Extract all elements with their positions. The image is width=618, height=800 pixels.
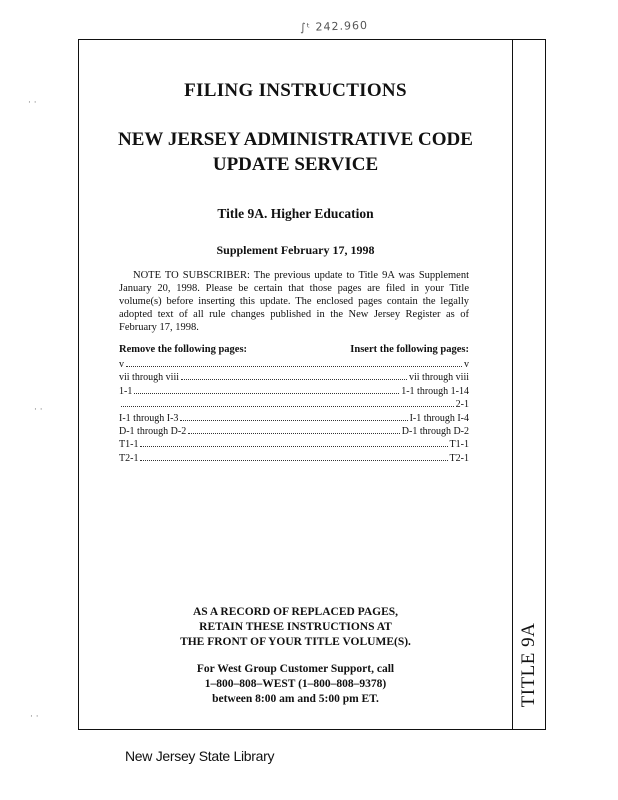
retain-notice-line: AS A RECORD OF REPLACED PAGES,	[192, 606, 399, 618]
title-tab	[514, 610, 544, 720]
leader-dots	[188, 425, 400, 434]
leader-dots	[180, 412, 407, 421]
code-title	[79, 127, 512, 177]
remove-pages: 1-1	[119, 385, 133, 397]
retain-notice	[79, 605, 512, 650]
insert-pages: T1-1	[449, 439, 469, 451]
retain-notice-line: RETAIN THESE INSTRUCTIONS AT	[199, 621, 392, 633]
insert-pages: 1-1 through 1-14	[401, 385, 469, 397]
page-row	[119, 385, 469, 398]
leader-dots	[140, 438, 447, 447]
leader-dots	[126, 358, 462, 367]
insert-pages: I-1 through I-4	[409, 412, 469, 424]
leader-dots	[121, 398, 454, 407]
page-row	[119, 425, 469, 438]
leader-dots	[140, 452, 447, 461]
margin-mark: · ·	[30, 712, 39, 722]
supplement-date: Supplement February 17, 1998	[216, 243, 375, 257]
remove-pages: vii through viii	[119, 372, 179, 384]
code-title-line: NEW JERSEY ADMINISTRATIVE CODE	[118, 129, 473, 150]
title-subject: Title 9A. Higher Education	[217, 206, 374, 221]
insert-pages: v	[464, 359, 469, 370]
insert-pages: D-1 through D-2	[401, 425, 469, 437]
page-row	[119, 371, 469, 384]
tab-divider	[512, 40, 513, 729]
insert-header: Insert the following pages:	[350, 344, 469, 355]
remove-pages: T1-1	[119, 439, 139, 451]
handwritten-annotation: ∫ᵗ 242.960	[299, 18, 369, 35]
leader-dots	[134, 385, 399, 394]
remove-header: Remove the following pages:	[119, 344, 248, 355]
remove-pages: T2-1	[119, 452, 139, 464]
page-row	[119, 452, 469, 465]
document-frame	[78, 39, 546, 730]
page-row	[119, 398, 469, 411]
support-hours: between 8:00 am and 5:00 pm ET.	[212, 693, 379, 705]
page-row	[119, 412, 469, 425]
remove-pages: I-1 through I-3	[119, 412, 179, 424]
margin-mark: · ·	[28, 98, 37, 108]
page-list	[119, 358, 469, 465]
support-line: For West Group Customer Support, call	[196, 663, 395, 675]
leader-dots	[181, 371, 407, 380]
page-title: FILING INSTRUCTIONS	[184, 80, 407, 101]
subscriber-note	[119, 269, 469, 334]
insert-pages: vii through viii	[409, 372, 469, 384]
retain-notice-line: THE FRONT OF YOUR TITLE VOLUME(S).	[180, 636, 411, 648]
title-tab-label: TITLE 9A	[518, 622, 539, 708]
margin-mark: · ·	[34, 405, 43, 415]
page-row	[119, 358, 469, 371]
support-phone: 1–800–808–WEST (1–800–808–9378)	[204, 678, 387, 690]
code-title-line: UPDATE SERVICE	[212, 154, 379, 175]
page-row	[119, 438, 469, 451]
customer-support	[79, 662, 512, 707]
insert-pages: 2-1	[455, 399, 469, 411]
remove-pages: v	[119, 359, 124, 370]
library-stamp: New Jersey State Library	[125, 748, 275, 764]
page-content	[79, 40, 512, 729]
subscriber-note-text: NOTE TO SUBSCRIBER: The previous update to Title 9A was Supplement January 20, 1998. Please be certain that those pages are filed in your Title volume(s) before inserting this update. The enclosed pages contain the legally adopted text of all rule changes published in the New Jersey Register as of February 17, 1998.	[119, 270, 469, 333]
insert-pages: T2-1	[449, 452, 469, 464]
remove-pages: D-1 through D-2	[119, 425, 187, 437]
